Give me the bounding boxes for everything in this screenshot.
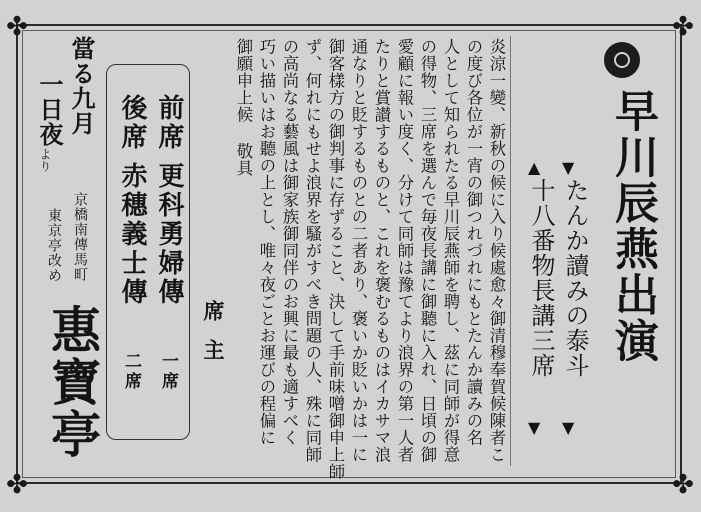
triangle-bullet-icon: ▼ — [562, 158, 575, 177]
program-title: 赤穗義士傳 — [117, 162, 147, 307]
body-text-column: 人として知られたる早川辰燕師を聘し、茲に同師が得意 — [441, 38, 460, 463]
body-text-column: 愛顧に報い度く、分けて同師は豫てより浪界の第一人者 — [395, 38, 414, 463]
body-text-column: 御願申上候 敬具 — [234, 38, 253, 177]
clover-ornament-icon: ✤ — [672, 12, 694, 42]
program-slot: 後席 — [117, 94, 147, 152]
body-text-column: の高尚なる藝風は御家族御同伴のお興に最も適すべく — [280, 38, 299, 446]
page-title: 早川辰燕出演 — [607, 88, 658, 364]
address-line-1: 京橋南傳馬町 — [72, 192, 88, 282]
date-suffix: より — [38, 148, 52, 172]
clover-ornament-icon: ✤ — [6, 12, 28, 42]
body-text-column: ず、何れにもせよ浪界を騷がすべき問題の人、殊に同師 — [303, 38, 322, 463]
body-text-column: 通なりと貶するものとの二者あり、褒いか貶いかは一に — [349, 38, 368, 463]
triangle-bullet-icon: ▼ — [562, 418, 575, 437]
date-line-2: 一日夜 — [35, 72, 64, 147]
triangle-bullet-icon: ▲ — [528, 158, 541, 177]
body-text-column: たりと賞讃するものと、これを褒むるものはイカサマ浪 — [372, 38, 391, 463]
date-line-1: 當る九月 — [67, 36, 96, 136]
body-text-column: 御客樣方の御判事に存ずること、決して手前味噌御申上師 — [326, 38, 345, 480]
triangle-bullet-icon: ▼ — [528, 418, 541, 437]
subtitle-line-2: 十八番物長講三席 — [527, 178, 555, 378]
program-count: 二席 — [121, 352, 141, 392]
body-text-column: の得物、三席を選んで毎夜長講に御聽に入れ、日頃の御 — [418, 38, 437, 463]
program-title: 更科勇婦傳 — [154, 162, 184, 307]
clover-ornament-icon: ✤ — [672, 470, 694, 500]
venue-name: 惠寶亭 — [43, 304, 102, 460]
program-count: 一席 — [158, 352, 178, 392]
column-divider — [510, 36, 511, 466]
body-text-column: 炎涼一變、新秋の候に入り候處愈々御清穆奉賀候陳者こ — [487, 38, 506, 463]
subtitle-line-1: たんか讀みの泰斗 — [561, 178, 589, 378]
body-text-column: の度び各位が一宵の御つれづれにもとたんか讀みの名 — [464, 38, 483, 446]
program-slot: 前席 — [154, 94, 184, 152]
clover-ornament-icon: ✤ — [6, 470, 28, 500]
body-text-column: 巧い描いはお聽の上とし、唯々夜ごとお運びの程偏に — [257, 38, 276, 446]
host-label: 席主 — [201, 300, 226, 378]
ring-emblem-icon — [604, 42, 640, 78]
address-line-2: 東京亭改め — [46, 208, 62, 283]
